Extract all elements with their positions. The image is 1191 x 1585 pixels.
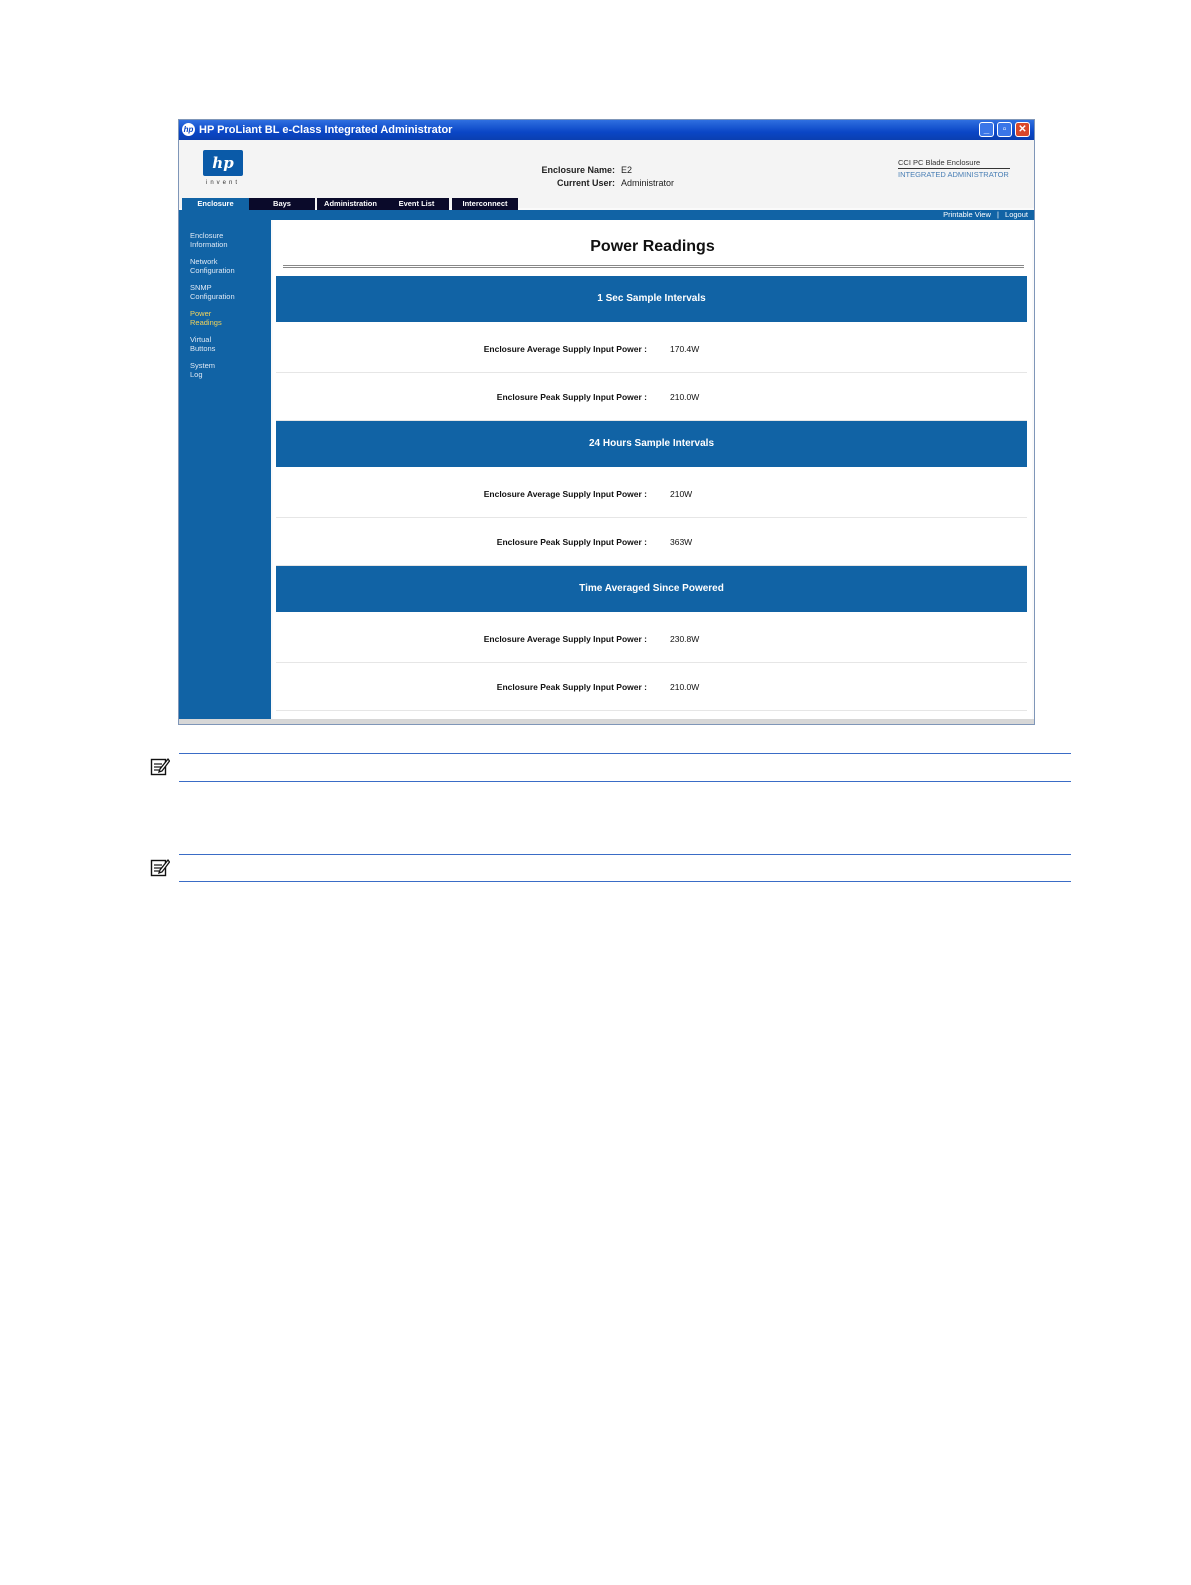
section-heading: 1 Sec Sample Intervals [276,276,1027,322]
tab-enclosure[interactable]: Enclosure [182,198,249,212]
reading-label: Enclosure Peak Supply Input Power : [496,537,647,547]
note-icon [150,757,170,777]
window-title: HP ProLiant BL e-Class Integrated Administrator [199,124,453,136]
section-heading: 24 Hours Sample Intervals [276,421,1027,467]
tab-interconnect[interactable]: Interconnect [452,198,518,210]
sidebar-item-label: System [190,361,216,370]
sidebar-item-label: Configuration [190,291,235,301]
enclosure-name-label: Enclosure Name: [541,165,615,175]
reading-value: 210W [670,489,693,499]
reading-label: Enclosure Average Supply Input Power : [483,344,647,354]
reading-label: Enclosure Peak Supply Input Power : [496,392,647,402]
tab-event-list[interactable]: Event List [384,198,449,210]
reading-row [276,614,1027,663]
top-links [943,210,1028,220]
note-top-rule [179,753,1071,754]
note-top-rule [179,854,1071,855]
link-separator: | [997,210,999,219]
page-title: Power Readings [590,238,715,255]
window-bottom-edge [179,719,1034,724]
sidebar-item-enclosure-information[interactable] [190,232,260,249]
sidebar-item-power-readings[interactable] [190,310,260,327]
sidebar-item-network-configuration[interactable] [190,258,260,275]
sidebar-item-label: Enclosure [190,231,224,240]
window-titlebar[interactable] [179,120,1034,140]
logout-link[interactable]: Logout [1005,210,1028,219]
title-divider [283,265,1024,268]
hp-logo: hp [203,150,243,176]
reading-label: Enclosure Peak Supply Input Power : [496,682,647,692]
sidebar-item-label: Power [190,309,212,318]
enclosure-info [519,164,674,190]
minimize-icon[interactable]: _ [979,122,994,137]
note-icon [150,858,170,878]
reading-row [276,372,1027,421]
printable-view-link[interactable]: Printable View [943,210,991,219]
reading-row [276,517,1027,566]
reading-label: Enclosure Average Supply Input Power : [483,634,647,644]
sidebar [179,220,271,719]
reading-label: Enclosure Average Supply Input Power : [483,489,647,499]
reading-value: 230.8W [670,634,700,644]
reading-row [276,662,1027,711]
sidebar-item-label: Readings [190,317,222,327]
note-bottom-rule [179,781,1071,782]
nav-strip [179,210,1034,220]
sidebar-item-snmp-configuration[interactable] [190,284,260,301]
reading-row [276,324,1027,373]
current-user-value: Administrator [621,178,675,188]
product-brand [898,158,1010,179]
reading-value: 363W [670,537,693,547]
reading-value: 170.4W [670,344,700,354]
sidebar-item-system-log[interactable] [190,362,260,379]
sidebar-item-label: Network [190,257,218,266]
sidebar-item-virtual-buttons[interactable] [190,336,260,353]
note-block [150,854,1071,883]
enclosure-name-value: E2 [621,165,633,175]
sidebar-item-label: SNMP [190,283,212,292]
main-content [273,220,1032,719]
admin-window [178,119,1035,725]
hp-icon: hp [183,125,194,134]
restore-icon[interactable]: ▫ [997,122,1012,137]
reading-value: 210.0W [670,682,700,692]
brand-line-1: CCI PC Blade Enclosure [898,158,1010,169]
reading-value: 210.0W [670,392,700,402]
current-user-label: Current User: [556,178,615,188]
reading-row [276,469,1027,518]
note-block [150,753,1071,782]
close-icon[interactable]: ✕ [1015,122,1030,137]
sidebar-item-label: Virtual [190,335,212,344]
sidebar-item-label: Log [190,369,203,379]
hp-logo-tagline: invent [205,180,240,186]
brand-line-2: INTEGRATED ADMINISTRATOR [898,170,1009,179]
section-heading: Time Averaged Since Powered [276,566,1027,612]
note-bottom-rule [179,881,1071,882]
sidebar-item-label: Configuration [190,265,235,275]
tab-administration[interactable]: Administration [317,198,384,210]
tab-bays[interactable]: Bays [249,198,315,210]
sidebar-item-label: Information [190,239,228,249]
sidebar-item-label: Buttons [190,343,216,353]
